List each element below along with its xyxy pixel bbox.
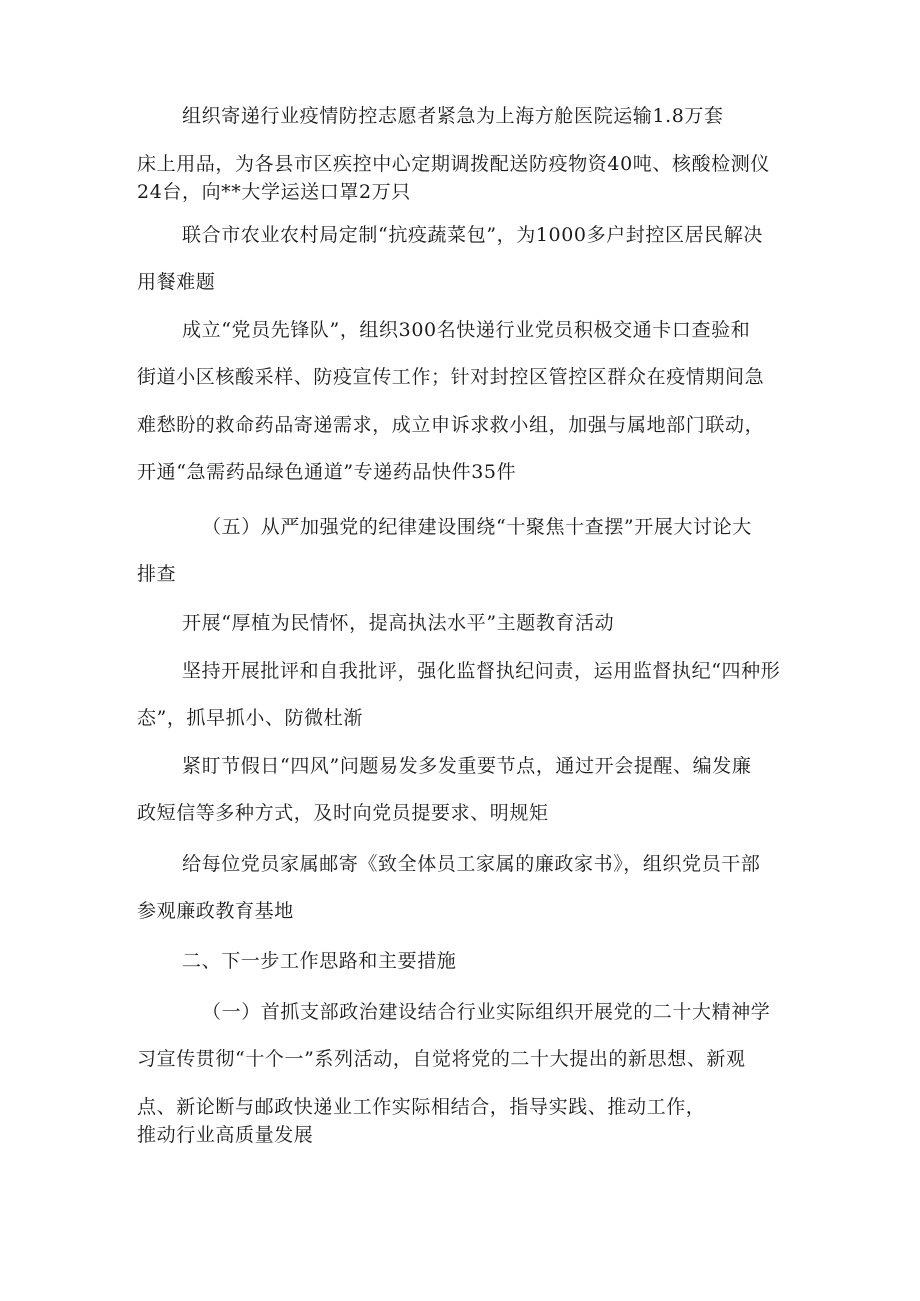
text-line: 开展“厚植为民情怀，提高执法水平”主题教育活动 xyxy=(182,612,615,634)
text-line: 开通“急需药品绿色通道”专递药品快件35件 xyxy=(137,461,517,483)
text-line: 态”，抓早抓小、防微杜渐 xyxy=(137,707,363,729)
text-line: 24台，向**大学运送口罩2万只 xyxy=(137,181,411,203)
section-heading-cont: 排查 xyxy=(137,563,177,585)
text-line: 推动行业高质量发展 xyxy=(137,1124,314,1146)
section-heading: （五）从严加强党的纪律建设围绕“十聚焦十查摆”开展大讨论大 xyxy=(202,516,752,538)
text-line: 组织寄递行业疫情防控志愿者紧急为上海方舱医院运输1.8万套 xyxy=(182,105,724,127)
text-line: 给每位党员家属邮寄《致全体员工家属的廉政家书》，组织党员干部 xyxy=(182,853,761,875)
text-line: 紧盯节假日“四风”问题易发多发重要节点，通过开会提醒、编发廉 xyxy=(182,755,752,777)
text-line: 坚持开展批评和自我批评，强化监督执纪问责，运用监督执纪“四种形 xyxy=(182,660,781,682)
text-line: 用餐难题 xyxy=(137,271,216,293)
text-line: 习宣传贯彻“十个一”系列活动，自觉将党的二十大提出的新思想、新观 xyxy=(137,1048,746,1070)
text-line: 联合市农业农村局定制“抗疫蔬菜包”，为1000多户封控区居民解决 xyxy=(182,224,763,246)
text-line: 参观廉政教育基地 xyxy=(137,900,294,922)
text-line: 难愁盼的救命药品寄递需求，成立申诉求救小组，加强与属地部门联动， xyxy=(137,414,765,436)
section-heading: 二、下一步工作思路和主要措施 xyxy=(182,950,457,972)
text-line: 成立“党员先锋队”，组织300名快递行业党员积极交通卡口查验和 xyxy=(182,319,751,341)
text-line: 政短信等多种方式，及时向党员提要求、明规矩 xyxy=(137,802,549,824)
text-line: 床上用品，为各县市区疾控中心定期调拨配送防疫物资40吨、核酸检测仪 xyxy=(137,153,770,175)
text-line: 点、新论断与邮政快递业工作实际相结合，指导实践、推动工作， xyxy=(137,1096,706,1118)
section-heading: （一）首抓支部政治建设结合行业实际组织开展党的二十大精神学 xyxy=(202,1001,771,1023)
text-line: 街道小区核酸采样、防疫宣传工作；针对封控区管控区群众在疫情期间急 xyxy=(137,366,765,388)
